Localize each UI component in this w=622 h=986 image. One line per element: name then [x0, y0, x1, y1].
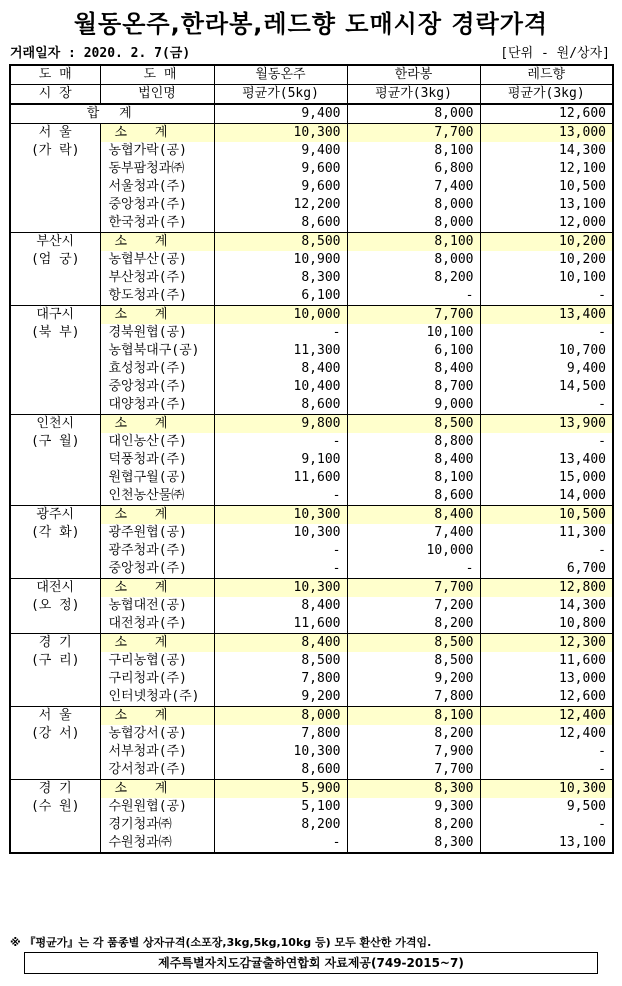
- subtotal-label: 소 계: [100, 780, 214, 799]
- price-cell: 8,200: [347, 816, 480, 834]
- market-cell: [10, 634, 100, 707]
- table-row: [10, 761, 613, 780]
- price-cell: -: [480, 324, 613, 342]
- corp-name: 대전청과(주): [100, 615, 214, 634]
- corp-name: 구리농협(공): [100, 652, 214, 670]
- corp-name: 부산청과(주): [100, 269, 214, 287]
- price-cell: 8,500: [347, 415, 480, 434]
- header-price: 평균가(5kg): [214, 85, 347, 105]
- price-cell: 8,000: [347, 251, 480, 269]
- price-cell: 12,200: [214, 196, 347, 214]
- price-cell: 8,400: [214, 597, 347, 615]
- table-row: [10, 798, 613, 816]
- price-cell: 9,400: [480, 360, 613, 378]
- price-cell: -: [480, 761, 613, 780]
- corp-name: 경기청과㈜: [100, 816, 214, 834]
- price-cell: 9,500: [480, 798, 613, 816]
- corp-name: 농협가락(공): [100, 142, 214, 160]
- price-cell: 6,800: [347, 160, 480, 178]
- price-cell: 10,400: [214, 378, 347, 396]
- subtotal-row: [10, 506, 613, 525]
- price-table: [9, 64, 614, 854]
- subtotal-row: [10, 233, 613, 252]
- market-name: (북 부): [30, 325, 80, 340]
- price-cell: 11,600: [480, 652, 613, 670]
- table-row: [10, 834, 613, 853]
- header-price: 평균가(3kg): [480, 85, 613, 105]
- subtotal-label: 소 계: [100, 415, 214, 434]
- price-cell: 8,200: [214, 816, 347, 834]
- corp-name: 인터넷청과(주): [100, 688, 214, 707]
- price-cell: 7,700: [347, 761, 480, 780]
- table-row: [10, 433, 613, 451]
- price-cell: -: [480, 396, 613, 415]
- price-cell: 5,100: [214, 798, 347, 816]
- price-cell: 11,300: [480, 524, 613, 542]
- market-name: (각 화): [30, 525, 80, 540]
- price-cell: 10,200: [480, 233, 613, 252]
- price-cell: 6,100: [214, 287, 347, 306]
- market-name: 경 기: [38, 635, 72, 650]
- market-name: 인천시: [36, 416, 75, 431]
- price-cell: 5,900: [214, 780, 347, 799]
- header-price: 평균가(3kg): [347, 85, 480, 105]
- price-cell: 8,600: [214, 396, 347, 415]
- price-cell: 8,100: [347, 142, 480, 160]
- price-cell: 14,300: [480, 597, 613, 615]
- price-cell: 9,600: [214, 160, 347, 178]
- market-cell: [10, 233, 100, 306]
- header-market: 도 매: [10, 65, 100, 85]
- price-cell: 9,400: [214, 142, 347, 160]
- table-row: [10, 142, 613, 160]
- price-cell: 8,300: [347, 780, 480, 799]
- corp-name: 농협북대구(공): [100, 342, 214, 360]
- market-name: 부산시: [36, 234, 75, 249]
- trade-date: 거래일자 : 2020. 2. 7(금): [10, 46, 191, 61]
- corp-name: 서울청과(주): [100, 178, 214, 196]
- subtotal-label: 소 계: [100, 579, 214, 598]
- price-cell: 8,000: [214, 707, 347, 726]
- price-cell: 11,600: [214, 615, 347, 634]
- market-cell: [10, 506, 100, 579]
- price-cell: 13,400: [480, 306, 613, 325]
- price-cell: 12,300: [480, 634, 613, 653]
- corp-name: 수원원협(공): [100, 798, 214, 816]
- subtotal-row: [10, 634, 613, 653]
- price-cell: 8,500: [214, 652, 347, 670]
- price-cell: 8,000: [347, 214, 480, 233]
- table-row: [10, 542, 613, 560]
- price-cell: 7,400: [347, 178, 480, 196]
- price-cell: 7,800: [347, 688, 480, 707]
- corp-name: 서부청과(주): [100, 743, 214, 761]
- table-row: [10, 524, 613, 542]
- price-cell: 11,300: [214, 342, 347, 360]
- table-row: [10, 324, 613, 342]
- table-row: [10, 816, 613, 834]
- corp-name: 광주원협(공): [100, 524, 214, 542]
- corp-name: 농협강서(공): [100, 725, 214, 743]
- price-cell: -: [214, 324, 347, 342]
- market-name: 광주시: [36, 507, 75, 522]
- corp-name: 중앙청과(주): [100, 378, 214, 396]
- table-row: [10, 469, 613, 487]
- market-name: (구 월): [30, 434, 80, 449]
- price-cell: 7,900: [347, 743, 480, 761]
- price-cell: 13,400: [480, 451, 613, 469]
- corp-name: 효성청과(주): [100, 360, 214, 378]
- total-label: 합 계: [10, 104, 214, 124]
- total-value: 12,600: [480, 104, 613, 124]
- corp-name: 수원청과㈜: [100, 834, 214, 853]
- price-cell: 12,000: [480, 214, 613, 233]
- price-cell: 15,000: [480, 469, 613, 487]
- table-row: [10, 688, 613, 707]
- table-row: [10, 287, 613, 306]
- table-row: [10, 378, 613, 396]
- price-cell: 9,000: [347, 396, 480, 415]
- price-cell: 8,300: [347, 834, 480, 853]
- corp-name: 원협구월(공): [100, 469, 214, 487]
- price-cell: -: [480, 743, 613, 761]
- price-cell: 10,100: [347, 324, 480, 342]
- subtotal-label: 소 계: [100, 634, 214, 653]
- price-cell: 14,300: [480, 142, 613, 160]
- table-row: [10, 451, 613, 469]
- header-market-2: 시 장: [10, 85, 100, 105]
- total-value: 8,000: [347, 104, 480, 124]
- subtotal-row: [10, 707, 613, 726]
- price-cell: 8,500: [347, 634, 480, 653]
- price-cell: 8,700: [347, 378, 480, 396]
- price-cell: 10,900: [214, 251, 347, 269]
- price-cell: -: [480, 816, 613, 834]
- market-cell: [10, 707, 100, 780]
- price-cell: -: [214, 834, 347, 853]
- price-cell: 8,500: [214, 233, 347, 252]
- price-cell: -: [214, 560, 347, 579]
- price-cell: 12,600: [480, 688, 613, 707]
- price-cell: 7,800: [214, 670, 347, 688]
- price-cell: 7,700: [347, 306, 480, 325]
- market-name: 서 울: [38, 125, 72, 140]
- price-cell: 10,000: [214, 306, 347, 325]
- table-row: [10, 178, 613, 196]
- price-cell: -: [214, 542, 347, 560]
- price-cell: -: [480, 542, 613, 560]
- table-row: [10, 196, 613, 214]
- price-cell: 10,300: [214, 506, 347, 525]
- corp-name: 경북원협(공): [100, 324, 214, 342]
- price-cell: 10,800: [480, 615, 613, 634]
- corp-name: 인천농산물㈜: [100, 487, 214, 506]
- price-cell: 8,500: [347, 652, 480, 670]
- price-cell: 8,400: [214, 634, 347, 653]
- price-cell: 12,800: [480, 579, 613, 598]
- corp-name: 강서청과(주): [100, 761, 214, 780]
- price-cell: 9,100: [214, 451, 347, 469]
- table-row: [10, 396, 613, 415]
- price-cell: 10,500: [480, 178, 613, 196]
- price-cell: 14,000: [480, 487, 613, 506]
- market-name: (강 서): [30, 726, 80, 741]
- corp-name: 구리청과(주): [100, 670, 214, 688]
- price-cell: 10,300: [214, 124, 347, 143]
- corp-name: 광주청과(주): [100, 542, 214, 560]
- price-cell: 9,200: [214, 688, 347, 707]
- price-cell: 7,400: [347, 524, 480, 542]
- price-cell: 9,300: [347, 798, 480, 816]
- page-title: 월동온주,한라봉,레드향 도매시장 경락가격: [73, 10, 549, 38]
- source-box: 제주특별자치도감귤출하연합회 자료제공(749-2015~7): [24, 952, 598, 974]
- table-row: [10, 251, 613, 269]
- table-row: [10, 597, 613, 615]
- corp-name: 농협대전(공): [100, 597, 214, 615]
- price-cell: 8,400: [347, 360, 480, 378]
- market-name: 경 기: [38, 781, 72, 796]
- table-row: [10, 670, 613, 688]
- price-cell: 14,500: [480, 378, 613, 396]
- price-cell: 9,600: [214, 178, 347, 196]
- market-cell: [10, 306, 100, 415]
- price-cell: -: [347, 287, 480, 306]
- meta-row: [10, 42, 610, 61]
- table-row: [10, 487, 613, 506]
- subtotal-label: 소 계: [100, 124, 214, 143]
- total-row: [10, 104, 613, 124]
- price-cell: 8,400: [214, 360, 347, 378]
- price-cell: 10,300: [214, 743, 347, 761]
- price-cell: -: [347, 560, 480, 579]
- subtotal-row: [10, 124, 613, 143]
- market-name: (수 원): [30, 799, 80, 814]
- subtotal-row: [10, 579, 613, 598]
- table-row: [10, 652, 613, 670]
- subtotal-row: [10, 415, 613, 434]
- market-name: 대전시: [36, 580, 75, 595]
- header-product: 월동온주: [214, 65, 347, 85]
- header-corp-2: 법인명: [100, 85, 214, 105]
- table-row: [10, 160, 613, 178]
- table-row: [10, 342, 613, 360]
- subtotal-row: [10, 306, 613, 325]
- table-row: [10, 725, 613, 743]
- price-cell: 7,200: [347, 597, 480, 615]
- price-cell: 12,400: [480, 725, 613, 743]
- market-cell: [10, 415, 100, 506]
- header-corp: 도 매: [100, 65, 214, 85]
- header-product: 레드향: [480, 65, 613, 85]
- price-cell: 10,300: [214, 524, 347, 542]
- market-cell: [10, 579, 100, 634]
- price-cell: 8,100: [347, 233, 480, 252]
- corp-name: 농협부산(공): [100, 251, 214, 269]
- corp-name: 중앙청과(주): [100, 196, 214, 214]
- price-cell: 10,500: [480, 506, 613, 525]
- price-cell: 13,900: [480, 415, 613, 434]
- price-cell: 12,100: [480, 160, 613, 178]
- price-cell: 13,100: [480, 834, 613, 853]
- price-cell: 8,100: [347, 469, 480, 487]
- price-cell: 8,600: [214, 761, 347, 780]
- table-row: [10, 743, 613, 761]
- market-name: (엄 궁): [30, 252, 80, 267]
- price-cell: 8,400: [347, 451, 480, 469]
- price-cell: 9,800: [214, 415, 347, 434]
- price-cell: 8,100: [347, 707, 480, 726]
- price-cell: 8,200: [347, 615, 480, 634]
- corp-name: 항도청과(주): [100, 287, 214, 306]
- price-cell: 8,000: [347, 196, 480, 214]
- price-cell: 7,700: [347, 579, 480, 598]
- header-product: 한라봉: [347, 65, 480, 85]
- corp-name: 중앙청과(주): [100, 560, 214, 579]
- price-cell: 8,300: [214, 269, 347, 287]
- subtotal-label: 소 계: [100, 707, 214, 726]
- price-cell: 6,100: [347, 342, 480, 360]
- subtotal-label: 소 계: [100, 506, 214, 525]
- price-cell: 7,700: [347, 124, 480, 143]
- price-cell: 11,600: [214, 469, 347, 487]
- price-cell: 8,600: [214, 214, 347, 233]
- total-value: 9,400: [214, 104, 347, 124]
- market-name: (구 리): [30, 653, 80, 668]
- price-cell: 10,300: [214, 579, 347, 598]
- price-cell: 12,400: [480, 707, 613, 726]
- subtotal-row: [10, 780, 613, 799]
- price-cell: 10,100: [480, 269, 613, 287]
- price-cell: 8,200: [347, 269, 480, 287]
- table-row: [10, 560, 613, 579]
- corp-name: 덕풍청과(주): [100, 451, 214, 469]
- table-row: [10, 360, 613, 378]
- corp-name: 대인농산(주): [100, 433, 214, 451]
- market-name: 대구시: [36, 307, 75, 322]
- corp-name: 동부팜청과㈜: [100, 160, 214, 178]
- market-name: (오 정): [30, 598, 80, 613]
- table-row: [10, 269, 613, 287]
- price-cell: 8,400: [347, 506, 480, 525]
- price-cell: 9,200: [347, 670, 480, 688]
- market-name: (가 락): [30, 143, 80, 158]
- price-cell: 13,000: [480, 670, 613, 688]
- price-cell: -: [214, 487, 347, 506]
- price-cell: 10,300: [480, 780, 613, 799]
- price-cell: 10,200: [480, 251, 613, 269]
- unit-label: [단위 - 원/상자]: [500, 46, 610, 61]
- market-name: 서 울: [38, 708, 72, 723]
- table-row: [10, 214, 613, 233]
- price-cell: 13,100: [480, 196, 613, 214]
- price-cell: 7,800: [214, 725, 347, 743]
- corp-name: 한국청과(주): [100, 214, 214, 233]
- price-cell: -: [480, 433, 613, 451]
- price-cell: 10,700: [480, 342, 613, 360]
- price-cell: 8,200: [347, 725, 480, 743]
- subtotal-label: 소 계: [100, 306, 214, 325]
- subtotal-label: 소 계: [100, 233, 214, 252]
- footnote: ※ 『평균가』는 각 품종별 상자규격(소포장,3kg,5kg,10kg 등) 모두 환산한 가격임.: [10, 936, 432, 949]
- table-row: [10, 615, 613, 634]
- price-cell: 6,700: [480, 560, 613, 579]
- price-cell: 8,800: [347, 433, 480, 451]
- price-cell: 10,000: [347, 542, 480, 560]
- corp-name: 대양청과(주): [100, 396, 214, 415]
- market-cell: [10, 124, 100, 233]
- price-cell: -: [480, 287, 613, 306]
- price-cell: 13,000: [480, 124, 613, 143]
- price-cell: -: [214, 433, 347, 451]
- price-cell: 8,600: [347, 487, 480, 506]
- market-cell: [10, 780, 100, 854]
